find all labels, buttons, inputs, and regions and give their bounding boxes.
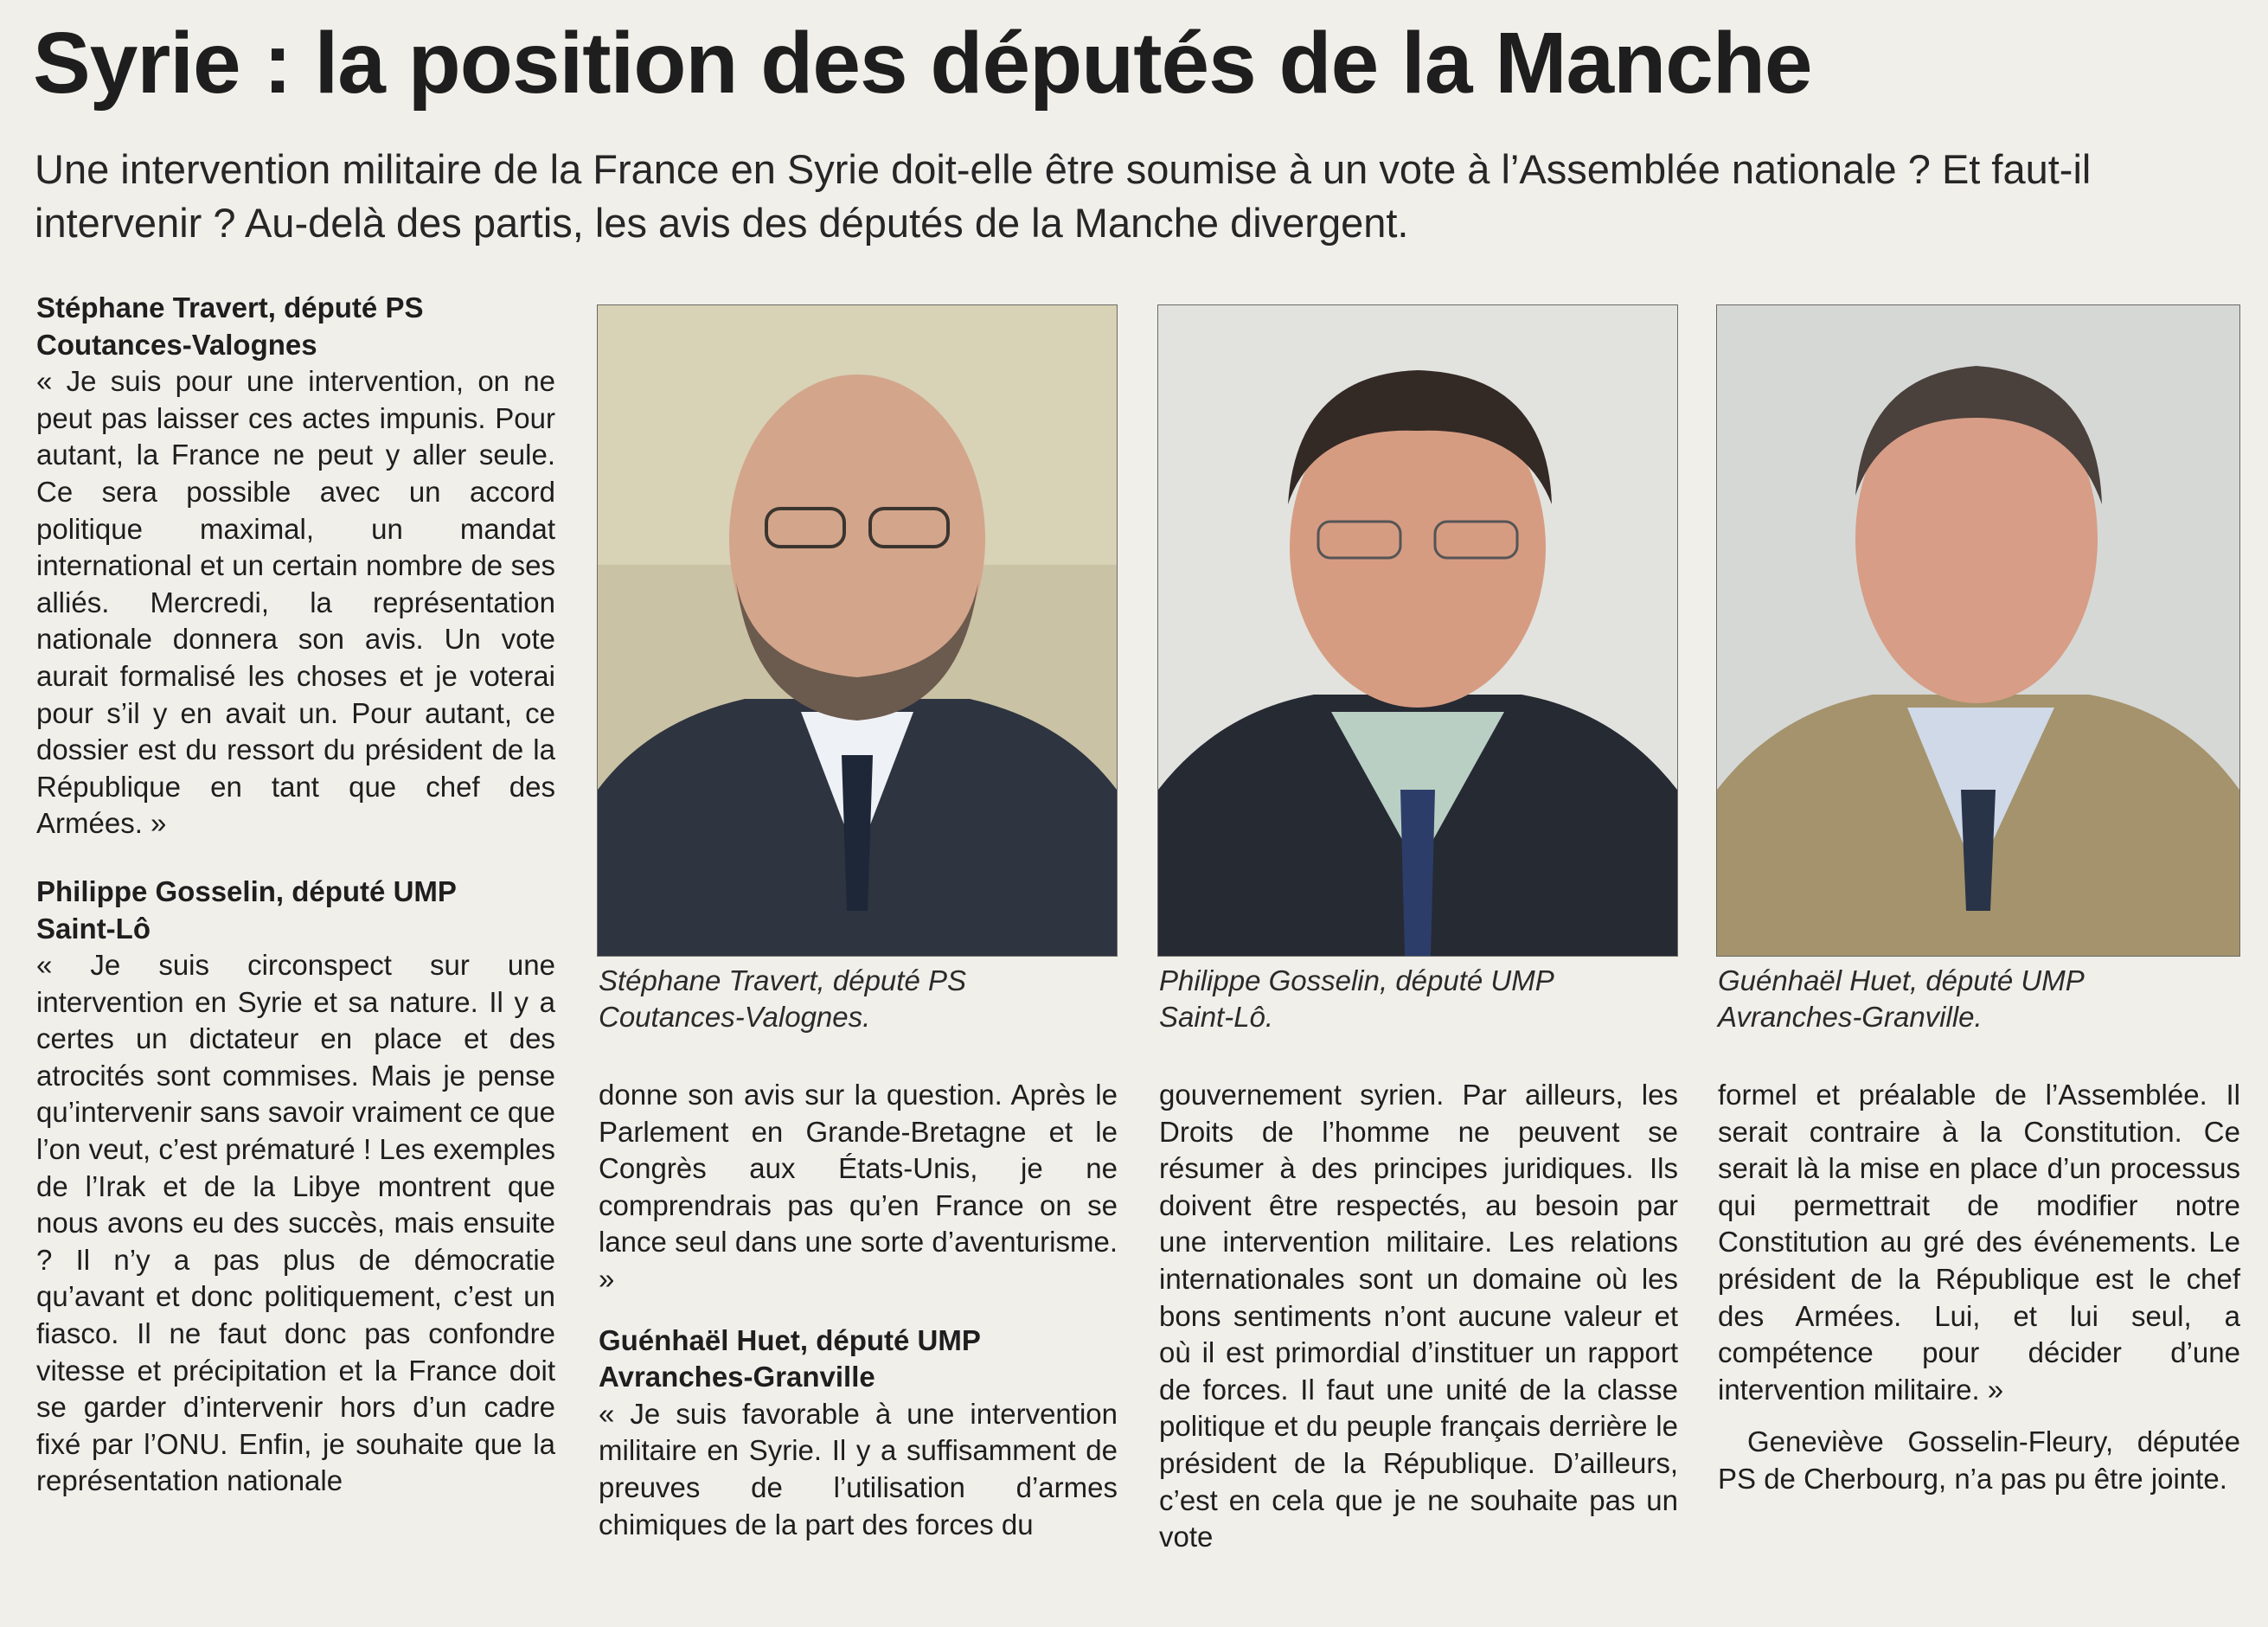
speaker-heading-huet (599, 1323, 1118, 1396)
speaker-constituency: Saint-Lô (36, 912, 151, 945)
closing-note: Geneviève Gosselin-Fleury, députée PS de Cherbourg, n’a pas pu être jointe. (1718, 1425, 2240, 1495)
caption-line: Coutances-Valognes. (599, 1001, 871, 1033)
speaker-name: Stéphane Travert, député PS (36, 291, 424, 323)
caption-gosselin (1159, 963, 1678, 1035)
text-column-1 (36, 290, 555, 1500)
speaker-constituency: Coutances-Valognes (36, 328, 317, 361)
caption-huet (1718, 963, 2240, 1035)
speaker-heading-travert (36, 290, 555, 363)
text-column-2 (599, 1077, 1118, 1543)
text-column-4 (1718, 1077, 2240, 1498)
speaker-heading-gosselin (36, 874, 555, 947)
photo-travert (597, 304, 1118, 957)
caption-line: Philippe Gosselin, député UMP (1159, 964, 1554, 996)
caption-line: Avranches-Granville. (1718, 1001, 1983, 1033)
text-column-3 (1159, 1077, 1678, 1556)
quote-travert: « Je suis pour une intervention, on ne peut pas laisser ces actes impunis. Pour autant, la France ne peut y aller seule. Ce sera possible avec un accord politique maximal, un mandat international et un certain nombre de ses alliés. Mercredi, la représentation nationale donnera son avis. Un vote aurait formalisé les choses et je voterai pour s’il y en avait un. Pour autant, ce dossier est du ressort du président de la République en tant que chef des Armées. » (36, 365, 555, 840)
quote-gosselin-part2: donne son avis sur la question. Après le Parlement en Grande-Bretagne et le Congrès aux États-Unis, je ne comprendrais pas qu’en France on se lance seul dans une sorte d’aventurisme. » (599, 1079, 1118, 1295)
quote-gosselin-part1: « Je suis circonspect sur une intervention en Syrie et sa nature. Il y a certes un dictateur en place et des atrocités sont commises. Mais je pense qu’intervenir sans savoir vraiment ce que l’on veut, c’est prématuré ! Les exemples de l’Irak et de la Libye montrent que nous avons eu des succès, mais ensuite ? Il n’y a pas plus de démocratie qu’avant et donc politiquement, c’est un fiasco. Il ne faut donc pas confondre vitesse et précipitation et la France doit se garder d’intervenir hors d’un cadre fixé par l’ONU. Enfin, je souhaite que la représentation nationale (36, 949, 555, 1497)
quote-huet-part1: « Je suis favorable à une intervention militaire en Syrie. Il y a suffisamment de preuves de l’utilisation d’armes chimiques de la part des forces du (599, 1397, 1118, 1541)
caption-line: Stéphane Travert, député PS (599, 964, 966, 996)
photo-gosselin (1157, 304, 1678, 957)
speaker-constituency: Avranches-Granville (599, 1361, 875, 1393)
quote-huet-part2: gouvernement syrien. Par ailleurs, les Droits de l’homme ne peuvent se résumer à des principes juridiques. Ils doivent être respectés, au besoin par une intervention militaire. Les relations internationales sont un domaine où les bons sentiments n’ont aucune valeur et où il est primordial d’instituer un rapport de forces. Il faut une unité de la classe politique et du peuple français derrière le président de la République. D’ailleurs, c’est en cela que je ne souhaite pas un vote (1159, 1079, 1678, 1553)
standfirst: Une intervention militaire de la France en Syrie doit-elle être soumise à un vote à l’Assemblée nationale ? Et faut-il intervenir ? Au-delà des partis, les avis des députés de la Manche divergent. (35, 146, 2092, 246)
caption-line: Guénhaël Huet, député UMP (1718, 964, 2085, 996)
photo-huet (1716, 304, 2240, 957)
caption-line: Saint-Lô. (1159, 1001, 1274, 1033)
speaker-name: Philippe Gosselin, député UMP (36, 874, 457, 907)
headline: Syrie : la position des députés de la Manche (33, 15, 1812, 112)
caption-travert (599, 963, 1118, 1035)
speaker-name: Guénhaël Huet, député UMP (599, 1323, 981, 1356)
quote-huet-part3: formel et préalable de l’Assemblée. Il serait contraire à la Constitution. Ce serait là la mise en place d’un processus qui permettrait de modifier notre Constitution au gré des événements. Le président de la République est le chef des Armées. Lui, et lui seul, a compétence pour décider d’une intervention militaire. » (1718, 1079, 2240, 1406)
